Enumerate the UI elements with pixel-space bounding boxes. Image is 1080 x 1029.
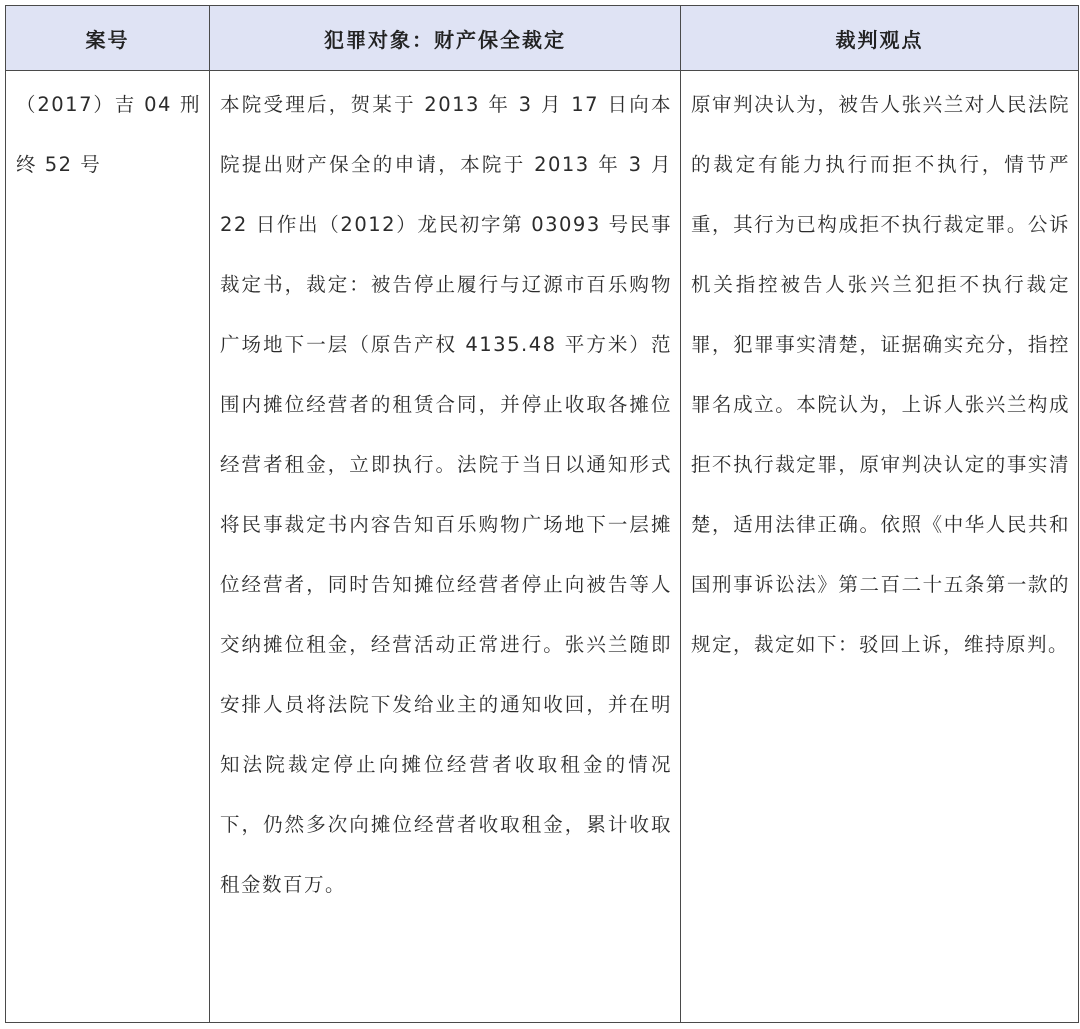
case-table bbox=[5, 5, 1079, 1023]
header-judgment-opinion: 裁判观点 bbox=[681, 6, 1079, 71]
header-case-number: 案号 bbox=[6, 6, 210, 71]
header-row bbox=[6, 6, 1079, 71]
header-crime-subject: 犯罪对象：财产保全裁定 bbox=[210, 6, 681, 71]
cell-judgment-opinion: 原审判决认为，被告人张兴兰对人民法院的裁定有能力执行而拒不执行，情节严重，其行为已构成拒不执行裁定罪。公诉机关指控被告人张兴兰犯拒不执行裁定罪，犯罪事实清楚，证据确实充分，指控罪名成立。本院认为，上诉人张兴兰构成拒不执行裁定罪，原审判决认定的事实清楚，适用法律正确。依照《中华人民共和国刑事诉讼法》第二百二十五条第一款的规定，裁定如下：驳回上诉，维持原判。 bbox=[681, 71, 1079, 1023]
table-row bbox=[6, 71, 1079, 1023]
cell-case-number: （2017）吉 04 刑终 52 号 bbox=[6, 71, 210, 1023]
cell-crime-subject: 本院受理后，贺某于 2013 年 3 月 17 日向本院提出财产保全的申请，本院于 2013 年 3 月 22 日作出（2012）龙民初字第 03093 号民事裁定书，裁定：被告停止履行与辽源市百乐购物广场地下一层（原告产权 4135.48 平方米）范围内摊位经营者的租赁合同，并停止收取各摊位经营者租金，立即执行。法院于当日以通知形式将民事裁定书内容告知百乐购物广场地下一层摊位经营者，同时告知摊位经营者停止向被告等人交纳摊位租金，经营活动正常进行。张兴兰随即安排人员将法院下发给业主的通知收回，并在明知法院裁定停止向摊位经营者收取租金的情况下，仍然多次向摊位经营者收取租金，累计收取租金数百万。 bbox=[210, 71, 681, 1023]
